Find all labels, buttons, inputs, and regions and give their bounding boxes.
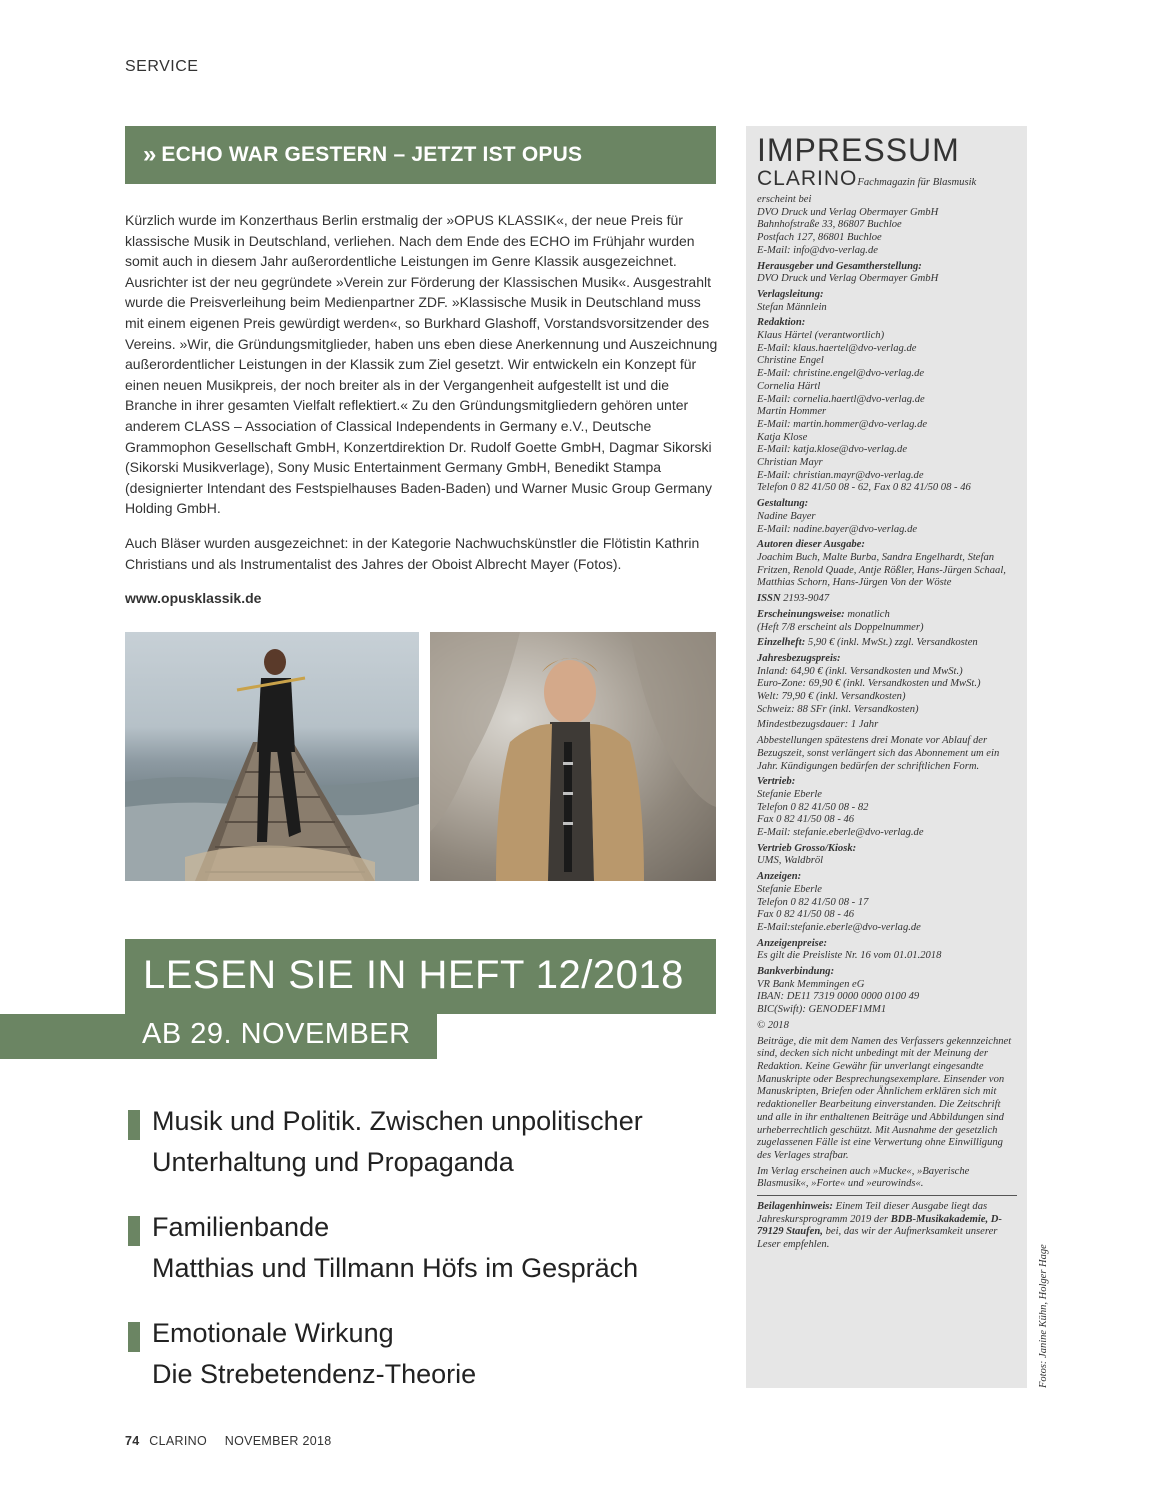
impressum-heading: Beilagenhinweis: xyxy=(757,1201,833,1213)
impressum-line: Inland: 64,90 € (inkl. Versandkosten und MwSt.) xyxy=(757,665,963,677)
impressum-brand: CLARINO xyxy=(757,167,858,190)
article-paragraph: Auch Bläser wurden ausgezeichnet: in der Kategorie Nachwuchskünstler die Flötistin Kathrin Christians und als Instrumentalist des Jahres der Oboist Albrecht Mayer (Fotos). xyxy=(125,534,700,572)
impressum-line: E-Mail: stefanie.eberle@dvo-verlag.de xyxy=(757,827,924,839)
topic-bullet-bar xyxy=(128,1322,140,1352)
article-paragraph: Kürzlich wurde im Konzerthaus Berlin erstmalig der »OPUS KLASSIK«, der neue Preis für klassische Musik in Deutschland, verliehen. Nach dem Ende des ECHO im Frühjahr wurden somit auch in diesem Jahr außerordentliche Leistungen im Genre Klassik ausgezeichnet. Ausrichter ist der neu gegründete »Verein zur Förderung der Klassischen Musik«. Ausgestrahlt wurde die Preisverleihung beim Medienpartner ZDF. »Klassische Musik in Deutschland muss mit einem eigenen Preis gewürdigt werden«, so Burkhard Glashoff, Vorstandsvorsitzender des Vereins. »Wir, die Gründungsmitglieder, haben uns eben diese Anerkennung und Auszeichnung außerordentlicher Leistungen in der Klassik zum Ziel gesetzt. Wir entwickeln ein Konzept für einen neuen Musikpreis, der noch breiter als in der Vergangenheit aufgestellt ist und die Branche in ihrer gesamten Vielfalt reflektiert.« Zu den Gründungsmitgliedern gehören unter anderem CLASS – Association of Classical Independents in Germany e.V., Deutsche Grammophon Gesellschaft GmbH, Konzertdirektion Dr. Rudolf Goette GmbH, Dagmar Sikorski (Sikorski Musikverlage), Sony Music Entertainment Germany GmbH, Benedikt Stampa (designierter Intendant des Festspielhauses Baden-Baden) und Warner Music Group Germany Holding GmbH. xyxy=(125,212,718,517)
topic-subtitle: Matthias und Tillmann Höfs im Gespräch xyxy=(152,1253,639,1283)
footer-issue: NOVEMBER 2018 xyxy=(224,1434,332,1448)
impressum-line: BDB-Musikakademie, D-79129 Staufen, xyxy=(757,1213,1002,1238)
gestaltung-block xyxy=(757,498,1017,536)
anzeigenpreise-block xyxy=(757,938,1017,963)
impressum-line: VR Bank Memmingen eG xyxy=(757,978,865,990)
publisher-line: Postfach 127, 86801 Buchloe xyxy=(757,232,882,244)
footer-magazine: CLARINO xyxy=(149,1434,207,1448)
impressum-line: Schweiz: 88 SFr (inkl. Versandkosten) xyxy=(757,703,919,715)
next-issue-banner xyxy=(125,939,716,1014)
impressum-line: Abbestellungen spätestens drei Monate vor Ablauf der Bezugszeit, sonst verlängert sich das Abonnement um ein Jahr. Kündigungen bedürfen der schriftlichen Form. xyxy=(757,735,1000,772)
impressum-line: Katja Klose xyxy=(757,431,808,443)
verlagsleitung-block xyxy=(757,289,1017,314)
impressum-line: Nadine Bayer xyxy=(757,510,816,522)
impressum-heading: Bankverbindung: xyxy=(757,966,835,978)
anzeigen-block xyxy=(757,871,1017,935)
publisher-line: DVO Druck und Verlag Obermayer GmbH xyxy=(757,206,939,218)
impressum-line: E-Mail: katja.klose@dvo-verlag.de xyxy=(757,444,908,456)
next-issue-title: LESEN SIE IN HEFT 12/2018 xyxy=(143,953,684,997)
impressum-line: monatlich xyxy=(847,608,890,620)
impressum-heading: ISSN xyxy=(757,593,781,605)
impressum-line: Stefanie Eberle xyxy=(757,788,823,800)
impressum-line: E-Mail: christian.mayr@dvo-verlag.de xyxy=(757,469,924,481)
beilage-note xyxy=(757,1195,1017,1252)
copyright: © 2018 xyxy=(757,1019,789,1031)
next-issue-date: AB 29. NOVEMBER xyxy=(142,1018,411,1050)
impressum-heading: Einzelheft: xyxy=(757,637,806,649)
topic-subtitle: Die Strebetendenz-Theorie xyxy=(152,1359,477,1389)
topic-title: Musik und Politik. Zwischen unpolitischer xyxy=(152,1106,643,1136)
impressum-line: Einem Teil dieser Ausgabe liegt das Jahreskursprogramm 2019 der xyxy=(757,1201,988,1225)
impressum-line: Telefon 0 82 41/50 08 - 62, Fax 0 82 41/50 08 - 46 xyxy=(757,482,971,494)
impressum-line: Welt: 79,90 € (inkl. Versandkosten) xyxy=(757,691,906,703)
herausgeber-block xyxy=(757,261,1017,286)
double-chevron-icon: » xyxy=(143,141,154,168)
impressum-line: Martin Hommer xyxy=(757,406,827,418)
impressum-line: E-Mail: martin.hommer@dvo-verlag.de xyxy=(757,418,928,430)
impressum-line: E-Mail: klaus.haertel@dvo-verlag.de xyxy=(757,342,917,354)
topic-title: Emotionale Wirkung xyxy=(152,1318,394,1348)
impressum-line: Stefanie Eberle xyxy=(757,883,823,895)
impressum-line: E-Mail: christine.engel@dvo-verlag.de xyxy=(757,368,925,380)
verlag-publications: Im Verlag erscheinen auch »Mucke«, »Bayerische Blasmusik«, »Forte« und »eurowinds«. xyxy=(757,1165,970,1190)
redaktion-block xyxy=(757,317,1017,495)
impressum-heading: Vertrieb: xyxy=(757,776,796,788)
impressum-line: IBAN: DE11 7319 0000 0000 0100 49 xyxy=(757,991,920,1003)
grosso-block xyxy=(757,843,1017,868)
impressum-line: Klaus Härtel (verantwortlich) xyxy=(757,330,885,342)
impressum-line: UMS, Waldbröl xyxy=(757,855,824,867)
topic-subtitle: Unterhaltung und Propaganda xyxy=(152,1147,514,1177)
impressum-line: Christian Mayr xyxy=(757,457,823,469)
impressum-line: Cornelia Härtl xyxy=(757,380,821,392)
article-link[interactable]: www.opusklassik.de xyxy=(125,590,262,607)
jahresbezug-block xyxy=(757,653,1017,717)
impressum-line: Christine Engel xyxy=(757,355,824,367)
flutist-illustration xyxy=(125,632,419,881)
issn-block xyxy=(757,593,1017,606)
einzelheft-block xyxy=(757,637,1017,650)
impressum-line: E-Mail: cornelia.haertl@dvo-verlag.de xyxy=(757,393,925,405)
impressum-heading: Autoren dieser Ausgabe: xyxy=(757,539,865,551)
impressum-heading: Gestaltung: xyxy=(757,498,809,510)
topic-bullet-bar xyxy=(128,1216,140,1246)
next-issue-date-banner xyxy=(0,1014,437,1059)
impressum-line: Stefan Männlein xyxy=(757,301,827,313)
impressum-heading: Herausgeber und Gesamtherstellung: xyxy=(757,260,922,272)
impressum-line: Fax 0 82 41/50 08 - 46 xyxy=(757,814,855,826)
impressum-line: 2193-9047 xyxy=(783,593,830,605)
impressum-heading: Redaktion: xyxy=(757,317,806,329)
autoren-block xyxy=(757,539,1017,590)
publisher-line: erscheint bei xyxy=(757,194,812,205)
impressum-sidebar xyxy=(746,126,1027,1388)
impressum-line: Euro-Zone: 69,90 € (inkl. Versandkosten und MwSt.) xyxy=(757,678,981,690)
impressum-line: 5,90 € (inkl. MwSt.) zzgl. Versandkosten xyxy=(807,637,978,649)
impressum-line: Fax 0 82 41/50 08 - 46 xyxy=(757,909,855,921)
photo-flutist-on-jetty xyxy=(125,632,419,881)
publisher-block xyxy=(757,194,1017,258)
article-headline-banner xyxy=(125,126,716,184)
impressum-title: IMPRESSUM xyxy=(757,132,960,168)
vertrieb-block xyxy=(757,776,1017,840)
impressum-heading: Vertrieb Grosso/Kiosk: xyxy=(757,842,857,854)
impressum-line: BIC(Swift): GENODEF1MM1 xyxy=(757,1004,887,1016)
impressum-line: Joachim Buch, Malte Burba, Sandra Engelhardt, Stefan Fritzen, Renold Quade, Antje Rößler, Hans-Jürgen Schaal, Matthias Schorn, Hans-Jürgen Von der Wöste xyxy=(757,551,1006,589)
impressum-line: Es gilt die Preisliste Nr. 16 vom 01.01.2018 xyxy=(757,950,942,962)
photo-credit: Fotos: Janine Kühn, Holger Hage xyxy=(1038,1244,1049,1388)
topic-bullet-bar xyxy=(128,1110,140,1140)
impressum-line: E-Mail: nadine.bayer@dvo-verlag.de xyxy=(757,523,918,535)
impressum-line: Telefon 0 82 41/50 08 - 17 xyxy=(757,896,869,908)
impressum-heading: Anzeigen: xyxy=(757,871,802,883)
impressum-heading: Anzeigenpreise: xyxy=(757,937,828,949)
impressum-line: (Heft 7/8 erscheint als Doppelnummer) xyxy=(757,621,924,633)
disclaimer: Beiträge, die mit dem Namen des Verfassers gekennzeichnet sind, decken sich nicht unbedingt mit der Meinung der Redaktion. Keine Gewähr für unverlangt eingesandte Manuskripte oder Besprechungsexemplare. Einsender von Manuskripten, Briefen oder Ähnlichem erklären sich mit redaktioneller Bearbeitung einverstanden. Die Zeitschrift und alle in ihr enthaltenen Beiträge und Abbildungen sind urheberrechtlich geschützt. Mit Ausnahme der gesetzlich zugelassenen Fälle ist eine Verwertung ohne Einwilligung des Verlages strafbar. xyxy=(757,1035,1012,1161)
impressum-line: Telefon 0 82 41/50 08 - 82 xyxy=(757,801,869,813)
topic-title: Familienbande xyxy=(152,1212,330,1242)
impressum-line: bei, das wir der Aufmerksamkeit unserer Leser empfehlen. xyxy=(757,1226,998,1251)
impressum-heading: Verlagsleitung: xyxy=(757,288,824,300)
oboist-illustration xyxy=(430,632,716,881)
impressum-tagline: Fachmagazin für Blasmusik xyxy=(857,177,977,188)
erscheinung-block xyxy=(757,609,1017,634)
impressum-line: DVO Druck und Verlag Obermayer GmbH xyxy=(757,273,939,285)
impressum-heading: Erscheinungsweise: xyxy=(757,608,845,620)
article-headline: ECHO WAR GESTERN – JETZT IST OPUS xyxy=(161,143,583,166)
section-label: SERVICE xyxy=(125,58,199,75)
impressum-brand-line xyxy=(757,168,1017,194)
publisher-line: Bahnhofstraße 33, 86807 Buchloe xyxy=(757,219,902,231)
photo-oboist xyxy=(430,632,716,881)
page-number: 74 xyxy=(125,1434,140,1448)
article-body xyxy=(125,210,719,623)
impressum-line: Mindestbezugsdauer: 1 Jahr xyxy=(757,719,879,731)
page-footer xyxy=(125,1434,331,1448)
bank-block xyxy=(757,966,1017,1017)
publisher-line: E-Mail: info@dvo-verlag.de xyxy=(757,244,878,256)
impressum-heading: Jahresbezugspreis: xyxy=(757,652,841,664)
impressum-line: E-Mail:stefanie.eberle@dvo-verlag.de xyxy=(757,921,921,933)
